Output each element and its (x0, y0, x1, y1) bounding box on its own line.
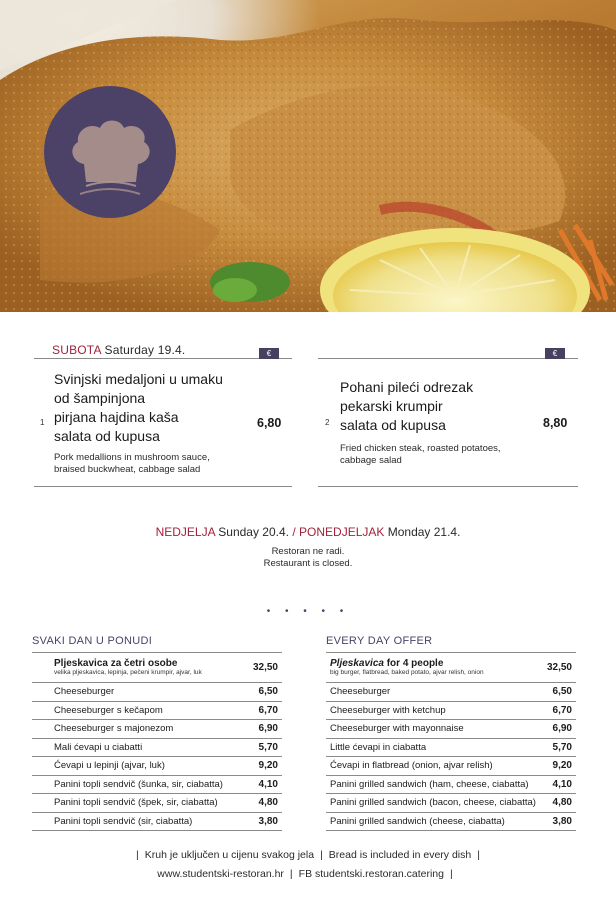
item-price: 6,50 (552, 686, 572, 698)
list-item (32, 757, 282, 776)
divider (318, 486, 578, 487)
closed-text-en: Restaurant is closed. (263, 558, 353, 569)
list-item (326, 720, 576, 739)
item-name: Cheeseburger with mayonnaise (330, 723, 464, 735)
item-name: Pljeskavica za četri osobe (54, 658, 178, 669)
dish-name-en (340, 443, 501, 467)
item-name: Cheeseburger s majonezom (54, 723, 174, 735)
item-name: Cheeseburger (54, 686, 115, 698)
sunday-label-hr: NEDJELJA (155, 525, 215, 539)
item-name: Mali ćevapi u ciabatti (54, 741, 143, 753)
list-item (32, 739, 282, 758)
item-description: velika pljeskavica, lepinja, pečeni krumpir, ajvar, luk (54, 669, 202, 676)
item-price: 6,90 (258, 723, 278, 735)
list-item (32, 683, 282, 702)
list-item (32, 720, 282, 739)
dish-number: 1 (40, 418, 45, 427)
separator: | (477, 849, 480, 861)
closed-text-hr: Restoran ne radi. (271, 546, 345, 557)
facebook-link[interactable]: FB studentski.restoran.catering (298, 868, 444, 880)
dish-price: 8,80 (543, 416, 568, 430)
dish-en-line: Fried chicken steak, roasted potatoes, (340, 443, 501, 454)
item-price: 4,10 (258, 778, 278, 790)
item-price: 5,70 (258, 741, 278, 753)
item-name: Panini grilled sandwich (cheese, ciabatta) (330, 815, 505, 827)
dish-price: 6,80 (257, 416, 282, 430)
saturday-label-hr: SUBOTA (52, 343, 101, 357)
item-name: Ćevapi u lepinji (ajvar, luk) (54, 760, 165, 772)
item-name: Panini topli sendvič (špek, sir, ciabatta) (54, 797, 218, 809)
dish-line: od šampinjona (54, 390, 146, 406)
item-name: Panini grilled sandwich (bacon, cheese, ciabatta) (330, 797, 536, 809)
list-item (32, 776, 282, 795)
item-price: 9,20 (258, 760, 278, 772)
item-price: 32,50 (546, 662, 572, 673)
bread-note-en: Bread is included in every dish (328, 849, 472, 861)
item-name: Panini topli sendvič (šunka, sir, ciabatta) (54, 778, 223, 790)
item-name-rest: for 4 people (383, 658, 444, 669)
dish-line: salata od kupusa (54, 428, 160, 444)
divider (34, 358, 292, 359)
offer-title-en: EVERY DAY OFFER (326, 635, 433, 647)
closed-days-header (0, 525, 616, 539)
list-item (326, 652, 576, 683)
item-price: 6,50 (258, 686, 278, 698)
dish-name-hr (54, 370, 223, 446)
list-item (326, 757, 576, 776)
dish-en-line: Pork medallions in mushroom sauce, (54, 452, 210, 463)
chef-hat-icon (44, 86, 176, 218)
item-name: Little ćevapi in ciabatta (330, 741, 427, 753)
website-link[interactable]: www.studentski-restoran.hr (157, 868, 284, 880)
item-name: Cheeseburger s kečapom (54, 704, 163, 716)
offer-list-en (326, 652, 576, 831)
list-item (326, 813, 576, 832)
saturday-header (52, 343, 185, 357)
list-item (326, 702, 576, 721)
list-item (32, 794, 282, 813)
chef-hat-logo (44, 86, 176, 218)
item-name: Panini grilled sandwich (ham, cheese, ciabatta) (330, 778, 529, 790)
separator: | (136, 849, 139, 861)
hero-food-photo (0, 0, 616, 312)
item-price: 3,80 (258, 815, 278, 827)
item-price: 9,20 (552, 760, 572, 772)
list-item (326, 683, 576, 702)
list-item (326, 739, 576, 758)
item-name: Cheeseburger (330, 686, 391, 698)
divider (318, 358, 578, 359)
dish-en-line: braised buckwheat, cabbage salad (54, 464, 201, 475)
separator: | (320, 849, 323, 861)
dish-line: salata od kupusa (340, 417, 446, 433)
dish-line: pirjana hajdina kaša (54, 409, 179, 425)
dish-line: Svinjski medaljoni u umaku (54, 371, 223, 387)
offer-title-hr: SVAKI DAN U PONUDI (32, 635, 153, 647)
item-price: 32,50 (252, 662, 278, 673)
dish-en-line: cabbage salad (340, 455, 402, 466)
euro-badge: € (259, 348, 279, 359)
bread-note-hr: Kruh je uključen u cijenu svakog jela (144, 849, 315, 861)
item-price: 6,90 (552, 723, 572, 735)
dish-name-en (54, 452, 210, 476)
monday-label-en: Monday 21.4. (387, 525, 461, 539)
list-item (326, 776, 576, 795)
offer-list-hr (32, 652, 282, 831)
slash: / (289, 525, 300, 539)
separator: | (449, 868, 453, 880)
item-price: 4,80 (258, 797, 278, 809)
divider (34, 486, 292, 487)
contact-line (0, 868, 616, 880)
list-item (32, 813, 282, 832)
item-price: 6,70 (258, 704, 278, 716)
dish-name-hr (340, 378, 473, 435)
euro-badge: € (545, 348, 565, 359)
item-price: 6,70 (552, 704, 572, 716)
saturday-label-en: Saturday 19.4. (104, 343, 186, 357)
item-name-italic: Pljeskavica (330, 658, 384, 669)
dots-separator: • • • • • (266, 606, 350, 617)
separator: | (289, 868, 293, 880)
dish-line: pekarski krumpir (340, 398, 443, 414)
item-name: Cheeseburger with ketchup (330, 704, 446, 716)
item-price: 5,70 (552, 741, 572, 753)
dish-line: Pohani pileći odrezak (340, 379, 474, 395)
item-name (330, 658, 484, 669)
list-item (326, 794, 576, 813)
item-name: Ćevapi in flatbread (onion, ajvar relish) (330, 760, 493, 772)
sunday-label-en: Sunday 20.4. (218, 525, 289, 539)
bread-note (0, 849, 616, 861)
item-price: 4,10 (552, 778, 572, 790)
dish-number: 2 (325, 418, 330, 427)
list-item (32, 652, 282, 683)
item-price: 4,80 (552, 797, 572, 809)
item-description: big burger, flatbread, baked potato, ajvar relish, onion (330, 669, 484, 676)
monday-label-hr: PONEDJELJAK (299, 525, 385, 539)
item-name: Panini topli sendvič (sir, ciabatta) (54, 815, 193, 827)
item-price: 3,80 (552, 815, 572, 827)
list-item (32, 702, 282, 721)
